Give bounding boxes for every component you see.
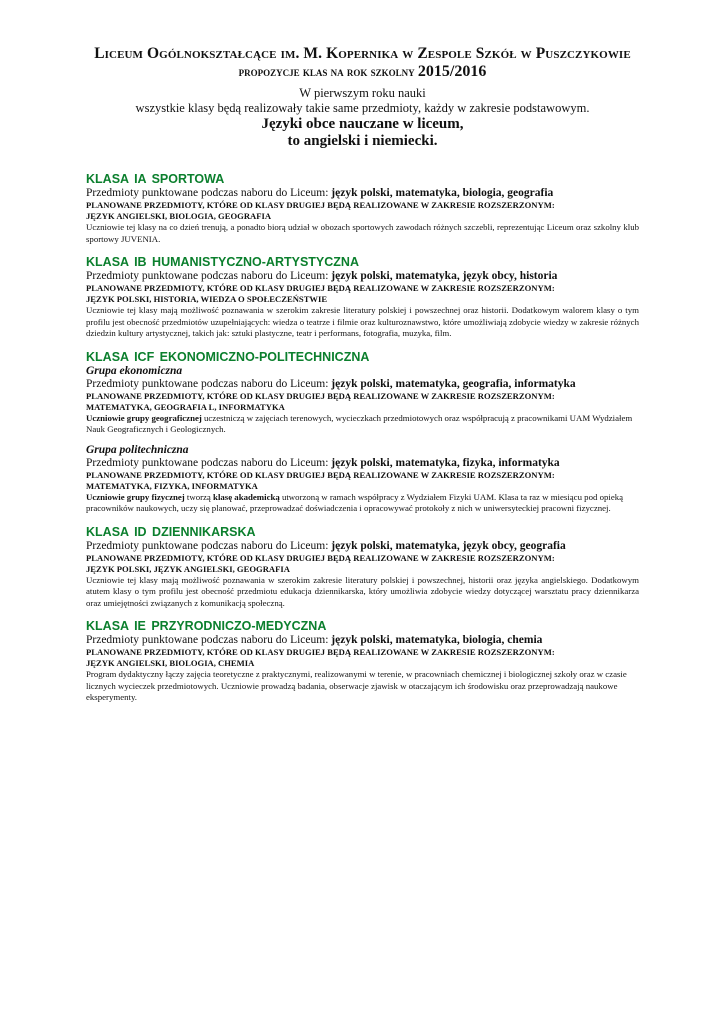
class-ie-subject-list: język polski, matematyka, biologia, chemia	[331, 634, 543, 646]
class-ia-subject-list: język polski, matematyka, biologia, geografia	[331, 187, 554, 199]
class-ia-title: KLASA IA SPORTOWA	[86, 172, 225, 186]
subjects-prefix: Przedmioty punktowane podczas naboru do Liceum:	[86, 187, 332, 199]
school-year-line	[86, 63, 639, 80]
group-polytechnic-desc-mid: tworzą	[184, 491, 214, 502]
group-economic-title: Grupa ekonomiczna	[86, 364, 183, 377]
class-ia-description: Uczniowie tej klasy na co dzień trenują, a ponadto biorą udział w obozach sportowych zawodach różnych szczebli, reprezentując Liceum oraz szkolny klub sportowy JUVENIA.	[86, 222, 639, 244]
class-ia-subjects	[86, 187, 639, 200]
group-economic-desc-bold: Uczniowie grupy geograficznej	[86, 412, 202, 423]
class-ie-subjects	[86, 634, 639, 647]
group-economic-description	[86, 413, 639, 436]
school-year: 2015/2016	[417, 63, 487, 80]
languages-line-1: Języki obce nauczane w liceum,	[261, 116, 464, 132]
school-name: Liceum Ogólnokształcące im. M. Kopernika w Zespole Szkół w Puszczykowie	[94, 45, 631, 62]
subjects-prefix: Przedmioty punktowane podczas naboru do Liceum:	[86, 456, 332, 469]
class-ie-section	[86, 619, 639, 704]
class-ib-extended: JĘZYK POLSKI, HISTORIA, WIEDZA O SPOŁECZEŃSTWIE	[86, 294, 328, 304]
planned-subjects-heading: PLANOWANE PRZEDMIOTY, KTÓRE OD KLASY DRUGIEJ BĘDĄ REALIZOWANE W ZAKRESIE ROZSZERZONYM:	[86, 552, 555, 563]
class-icf-section	[86, 350, 639, 515]
class-ib-description: Uczniowie tej klasy mają możliwość poznawania w szerokim zakresie literatury polskiej i powszechnej oraz historii. Dodatkowym walorem klasy o tym profilu jest obecność przedmiotów uzupełniających: wiedza o teatrze i filmie oraz kulturoznawstwo, które umożliwiają zdobycie wiedzy w zakresie różnych dziedzin kultury artystycznej, takich jak: sztuki plastyczne, teatr i performans, fotografia, muzyka, film.	[86, 305, 639, 338]
class-id-description: Uczniowie tej klasy mają możliwość poznawania w szerokim zakresie literatury polskiej i powszechnej, historii oraz języka angielskiego. Dodatkowym atutem klasy o tym profilu jest obecność przedmiotu edukacja dziennikarska, który umożliwia zdobycie wiedzy dotyczącej warsztatu pracy dziennikarza oraz umiejętności związanych z komunikacją społeczną.	[86, 574, 639, 608]
intro-line-2: wszystkie klasy będą realizowały takie same przedmioty, każdy w zakresie podstawowym.	[135, 101, 590, 115]
group-polytechnic-title: Grupa politechniczna	[86, 443, 189, 456]
group-polytechnic-extended: MATEMATYKA, FIZYKA, INFORMATYKA	[86, 480, 258, 491]
subjects-prefix: Przedmioty punktowane podczas naboru do Liceum:	[86, 539, 332, 552]
group-economic-extended: MATEMATYKA, GEOGRAFIA L, INFORMATYKA	[86, 401, 285, 412]
planned-subjects-heading: PLANOWANE PRZEDMIOTY, KTÓRE OD KLASY DRUGIEJ BĘDĄ REALIZOWANE W ZAKRESIE ROZSZERZONYM:	[86, 469, 555, 480]
class-ib-section	[86, 255, 639, 340]
planned-subjects-heading: PLANOWANE PRZEDMIOTY, KTÓRE OD KLASY DRUGIEJ BĘDĄ REALIZOWANE W ZAKRESIE ROZSZERZONYM:	[86, 283, 555, 293]
class-ie-title: KLASA IE PRZYRODNICZO-MEDYCZNA	[86, 619, 327, 633]
planned-subjects-heading: PLANOWANE PRZEDMIOTY, KTÓRE OD KLASY DRUGIEJ BĘDĄ REALIZOWANE W ZAKRESIE ROZSZERZONYM:	[86, 647, 555, 657]
school-year-prefix: propozycje klas na rok szkolny	[238, 64, 418, 79]
class-ib-subject-list: język polski, matematyka, język obcy, historia	[331, 270, 558, 282]
group-economic-subjects	[86, 378, 639, 391]
planned-subjects-heading: PLANOWANE PRZEDMIOTY, KTÓRE OD KLASY DRUGIEJ BĘDĄ REALIZOWANE W ZAKRESIE ROZSZERZONYM:	[86, 200, 555, 210]
group-economic-desc-rest: uczestniczą w zajęciach terenowych, wycieczkach przedmiotowych oraz współpracują z pracownikami UAM Wydziałem Nauk Geograficznych i Geologicznych.	[86, 412, 633, 434]
subjects-prefix: Przedmioty punktowane podczas naboru do Liceum:	[86, 634, 332, 646]
subjects-prefix: Przedmioty punktowane podczas naboru do Liceum:	[86, 270, 332, 282]
group-economic-subject-list: język polski, matematyka, geografia, informatyka	[331, 377, 576, 390]
languages-line-2: to angielski i niemiecki.	[287, 133, 438, 149]
class-id-subject-list: język polski, matematyka, język obcy, geografia	[331, 539, 566, 552]
subjects-prefix: Przedmioty punktowane podczas naboru do Liceum:	[86, 377, 332, 390]
class-ia-extended: JĘZYK ANGIELSKI, BIOLOGIA, GEOGRAFIA	[86, 211, 272, 221]
intro-line-1: W pierwszym roku nauki	[299, 86, 426, 100]
planned-subjects-heading: PLANOWANE PRZEDMIOTY, KTÓRE OD KLASY DRUGIEJ BĘDĄ REALIZOWANE W ZAKRESIE ROZSZERZONYM:	[86, 390, 555, 401]
class-id-section	[86, 525, 639, 610]
class-id-title: KLASA ID DZIENNIKARSKA	[86, 524, 256, 539]
class-ie-description: Program dydaktyczny łączy zajęcia teoretyczne z praktycznymi, realizowanymi w terenie, w pracowniach chemicznej i biologicznej szkoły oraz w czasie licznych wycieczek przedmiotowych. Uczniowie prowadzą badania, obserwacje zjawisk w otaczającym ich środowisku oraz przeprowadzają naukowe eksperymenty.	[86, 669, 627, 702]
class-ib-subjects	[86, 270, 639, 283]
class-id-subjects	[86, 540, 639, 553]
class-icf-title: KLASA ICF EKONOMICZNO-POLITECHNICZNA	[86, 349, 370, 364]
group-polytechnic-description	[86, 492, 639, 515]
group-polytechnic-desc-bold-2: klasę akademicką	[213, 491, 280, 502]
class-ia-section	[86, 172, 639, 245]
group-polytechnic-subjects	[86, 457, 639, 470]
class-id-extended: JĘZYK POLSKI, JĘZYK ANGIELSKI, GEOGRAFIA	[86, 563, 290, 574]
group-polytechnic-desc-bold-1: Uczniowie grupy fizycznej	[86, 491, 185, 502]
class-ie-extended: JĘZYK ANGIELSKI, BIOLOGIA, CHEMIA	[86, 658, 255, 668]
group-polytechnic-subject-list: język polski, matematyka, fizyka, informatyka	[331, 456, 560, 469]
class-ib-title: KLASA IB HUMANISTYCZNO-ARTYSTYCZNA	[86, 255, 359, 269]
document-header	[86, 44, 639, 150]
group-polytechnic-desc-rest: utworzoną w ramach współpracy z Wydziałem Fizyki UAM. Klasa ta raz w miesiącu pod opieką pracowników naukowych, uczy się planować, przeprowadzać doświadczenia i opracowywać protokoły z nich w uniwersyteckiej pracowni fizycznej.	[86, 491, 624, 513]
